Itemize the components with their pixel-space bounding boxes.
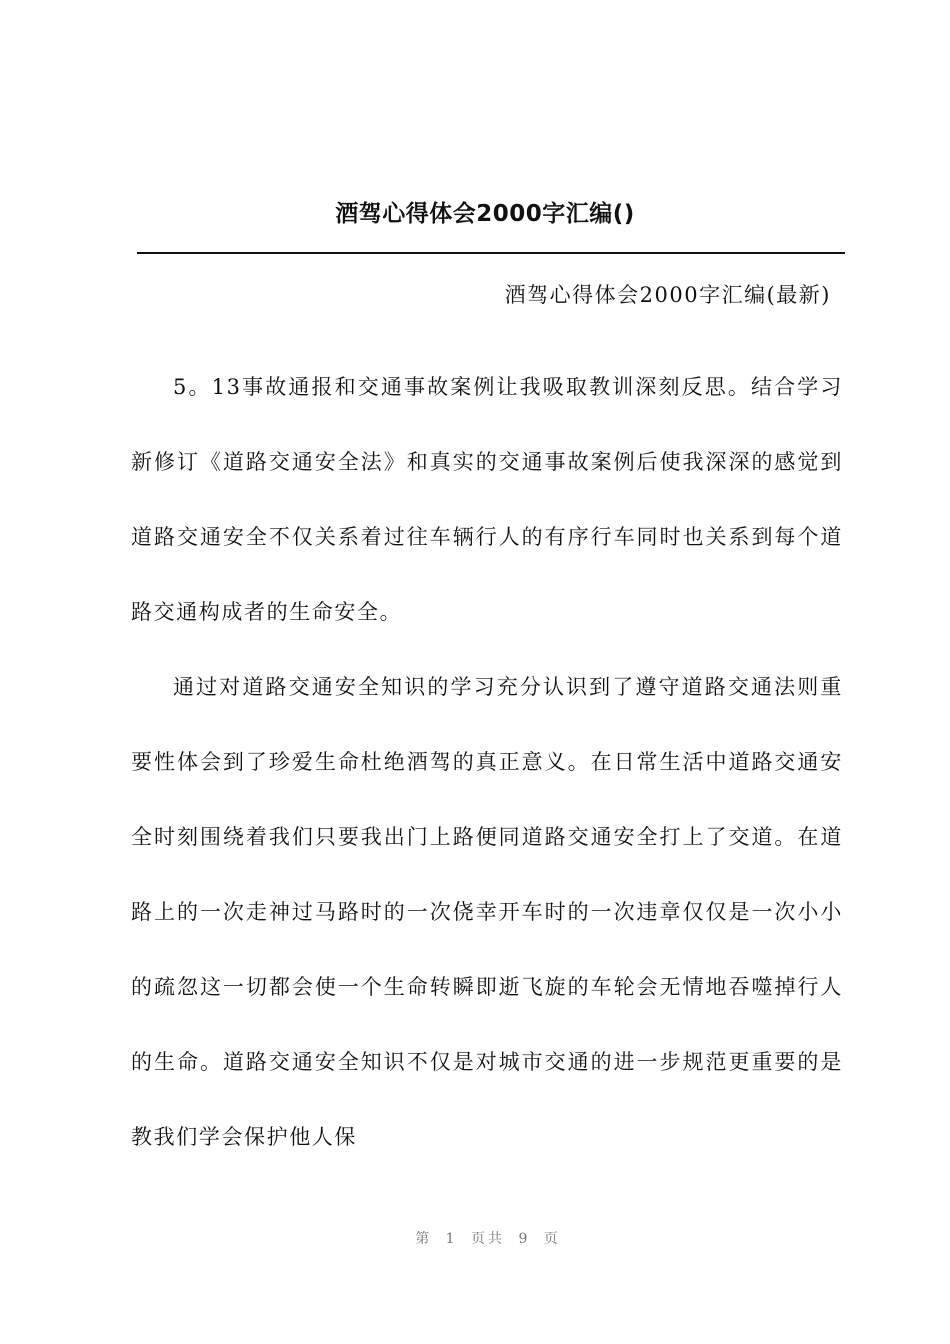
document-subtitle: 酒驾心得体会2000字汇编(最新) <box>504 283 831 307</box>
document-body <box>131 350 843 1175</box>
paragraph-2: 通过对道路交通安全知识的学习充分认识到了遵守道路交通法则重要性体会到了珍爱生命杜绝酒驾的真正意义。在日常生活中道路交通安全时刻围绕着我们只要我出门上路便同道路交通安全打上了交道。在道路上的一次走神过马路时的一次侥幸开车时的一次违章仅仅是一次小小的疏忽这一切都会使一个生命转瞬即逝飞旋的车轮会无情地吞噬掉行人的生命。道路交通安全知识不仅是对城市交通的进一步规范更重要的是教我们学会保护他人保 <box>131 675 843 1149</box>
document-title: 酒驾心得体会2000字汇编() <box>335 201 635 227</box>
page-number-footer: 第 1 页共 9 页 <box>415 1231 561 1247</box>
paragraph-1: 5。13事故通报和交通事故案例让我吸取教训深刻反思。结合学习新修订《道路交通安全法》和真实的交通事故案例后使我深深的感觉到道路交通安全不仅关系着过往车辆行人的有序行车同时也关系到每个道路交通构成者的生命安全。 <box>131 375 843 624</box>
title-divider <box>137 252 845 254</box>
